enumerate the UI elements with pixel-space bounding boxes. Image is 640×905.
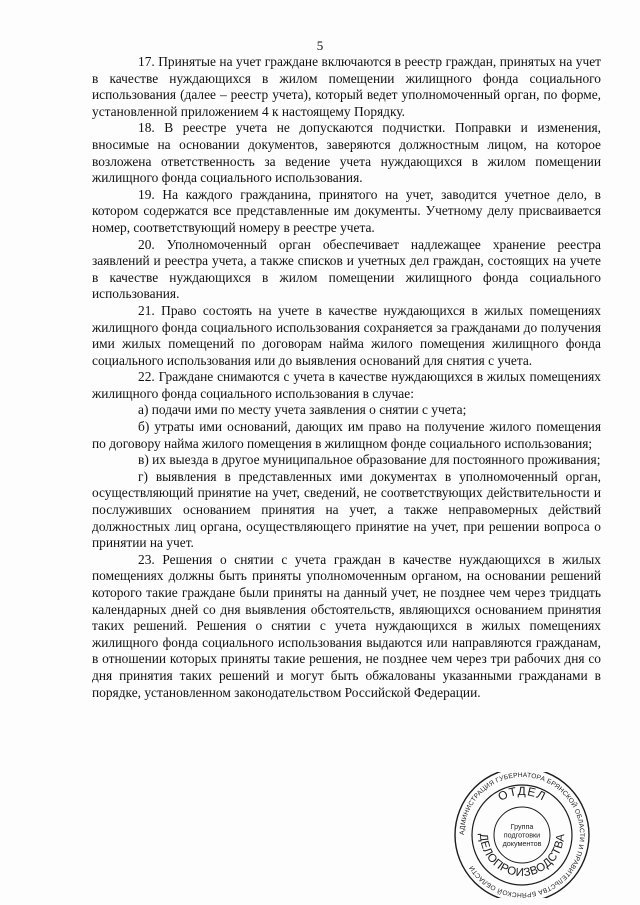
paragraph-17: 17. Принятые на учет граждане включаются в реестр граждан, принятых на учет в качестве нуждающихся в жилом помещении жилищного фонда социального использования (далее – реестр учета), который ведет уполномоченный орган, по форме, установленной приложением 4 к настоящему Порядку. — [92, 54, 601, 119]
paragraph-18: 18. В реестре учета не допускаются подчистки. Поправки и изменения, вносимые на основании документов, заверяются должностным лицом, на которое возложена ответственность за ведение учета нуждающихся в жилом помещении жилищного фонда социального использования. — [92, 120, 601, 186]
page-number: 5 — [316, 38, 324, 53]
list-item-g: г) выявления в представленных ими документах в уполномоченный орган, осуществляющий принятие на учет, сведений, не соответствующих действительности и послуживших основанием принятия на учет, а также неправомерных действий должностных лиц органа, осуществляющего принятие на учет, при решении вопроса о принятии на учет. — [92, 468, 601, 551]
paragraph-19: 19. На каждого гражданина, принятого на учет, заводится учетное дело, в котором содержатся все представленные им документы. Учетному делу присваивается номер, соответствующий номеру в реестре учета. — [92, 186, 601, 235]
stamp-center-line-1: Группа — [510, 822, 534, 831]
stamp-center-line-2: подготовки — [503, 830, 541, 840]
list-item-b: б) утраты ими оснований, дающих им право на получение жилого помещения по договору найма жилого помещения в жилищном фонде социального использования; — [92, 419, 601, 451]
paragraph-21: 21. Право состоять на учете в качестве нуждающихся в жилых помещениях жилищного фонда социального использования сохраняется за гражданами до получения ими жилых помещений по договорам найма жилого помещения жилищного фонда социального использования или до выявления оснований для снятия с учета. — [92, 302, 601, 368]
stamp-bottom-arc-text: ДЕЛОПРОИЗВОДСТВА — [476, 832, 568, 880]
stamp-center-line-3: документов — [502, 839, 542, 848]
paragraph-20: 20. Уполномоченный орган обеспечивает надлежащее хранение реестра заявлений и реестра учета, а также списков и учетных дел граждан, состоящих на учете в качестве нуждающихся в жилом помещении жилищного фонда социального использования. — [92, 236, 601, 302]
document-body — [92, 54, 601, 701]
stamp-top-arc-text: ОТДЕЛ — [495, 783, 549, 804]
list-item-v: в) их выезда в другое муниципальное образование для постоянного проживания; — [138, 452, 601, 468]
list-item-a: а) подачи ими по месту учета заявления о снятии с учета; — [138, 402, 467, 418]
svg-text:ОТДЕЛ — [496, 784, 549, 804]
paragraph-23: 23. Решения о снятии с учета граждан в качестве нуждающихся в жилых помещениях должны быть приняты уполномоченным органом, на основании решений которого такие граждане были приняты на данный учет, не позднее чем через тридцать календарных дней со дня выявления обстоятельств, являющихся основанием принятия таких решений. Решения о снятии с учета нуждающихся в жилых помещениях жилищного фонда социального использования выдаются или направляются гражданам, в отношении которых приняты такие решения, не позднее чем через три рабочих дня со дня принятия таких решений и могут быть обжалованы указанными гражданами в порядке, установленном законодательством Российской Федерации. — [92, 551, 601, 700]
office-stamp — [446, 772, 598, 898]
stamp-outer-ring-text: АДМИНИСТРАЦИЯ ГУБЕРНАТОРА БРЯНСКОЙ ОБЛАСТИ И ПРАВИТЕЛЬСТВА БРЯНСКОЙ ОБЛАСТИ — [458, 772, 586, 898]
paragraph-22: 22. Граждане снимаются с учета в качестве нуждающихся в жилых помещениях жилищного фонда социального использования в случае: — [92, 369, 601, 401]
